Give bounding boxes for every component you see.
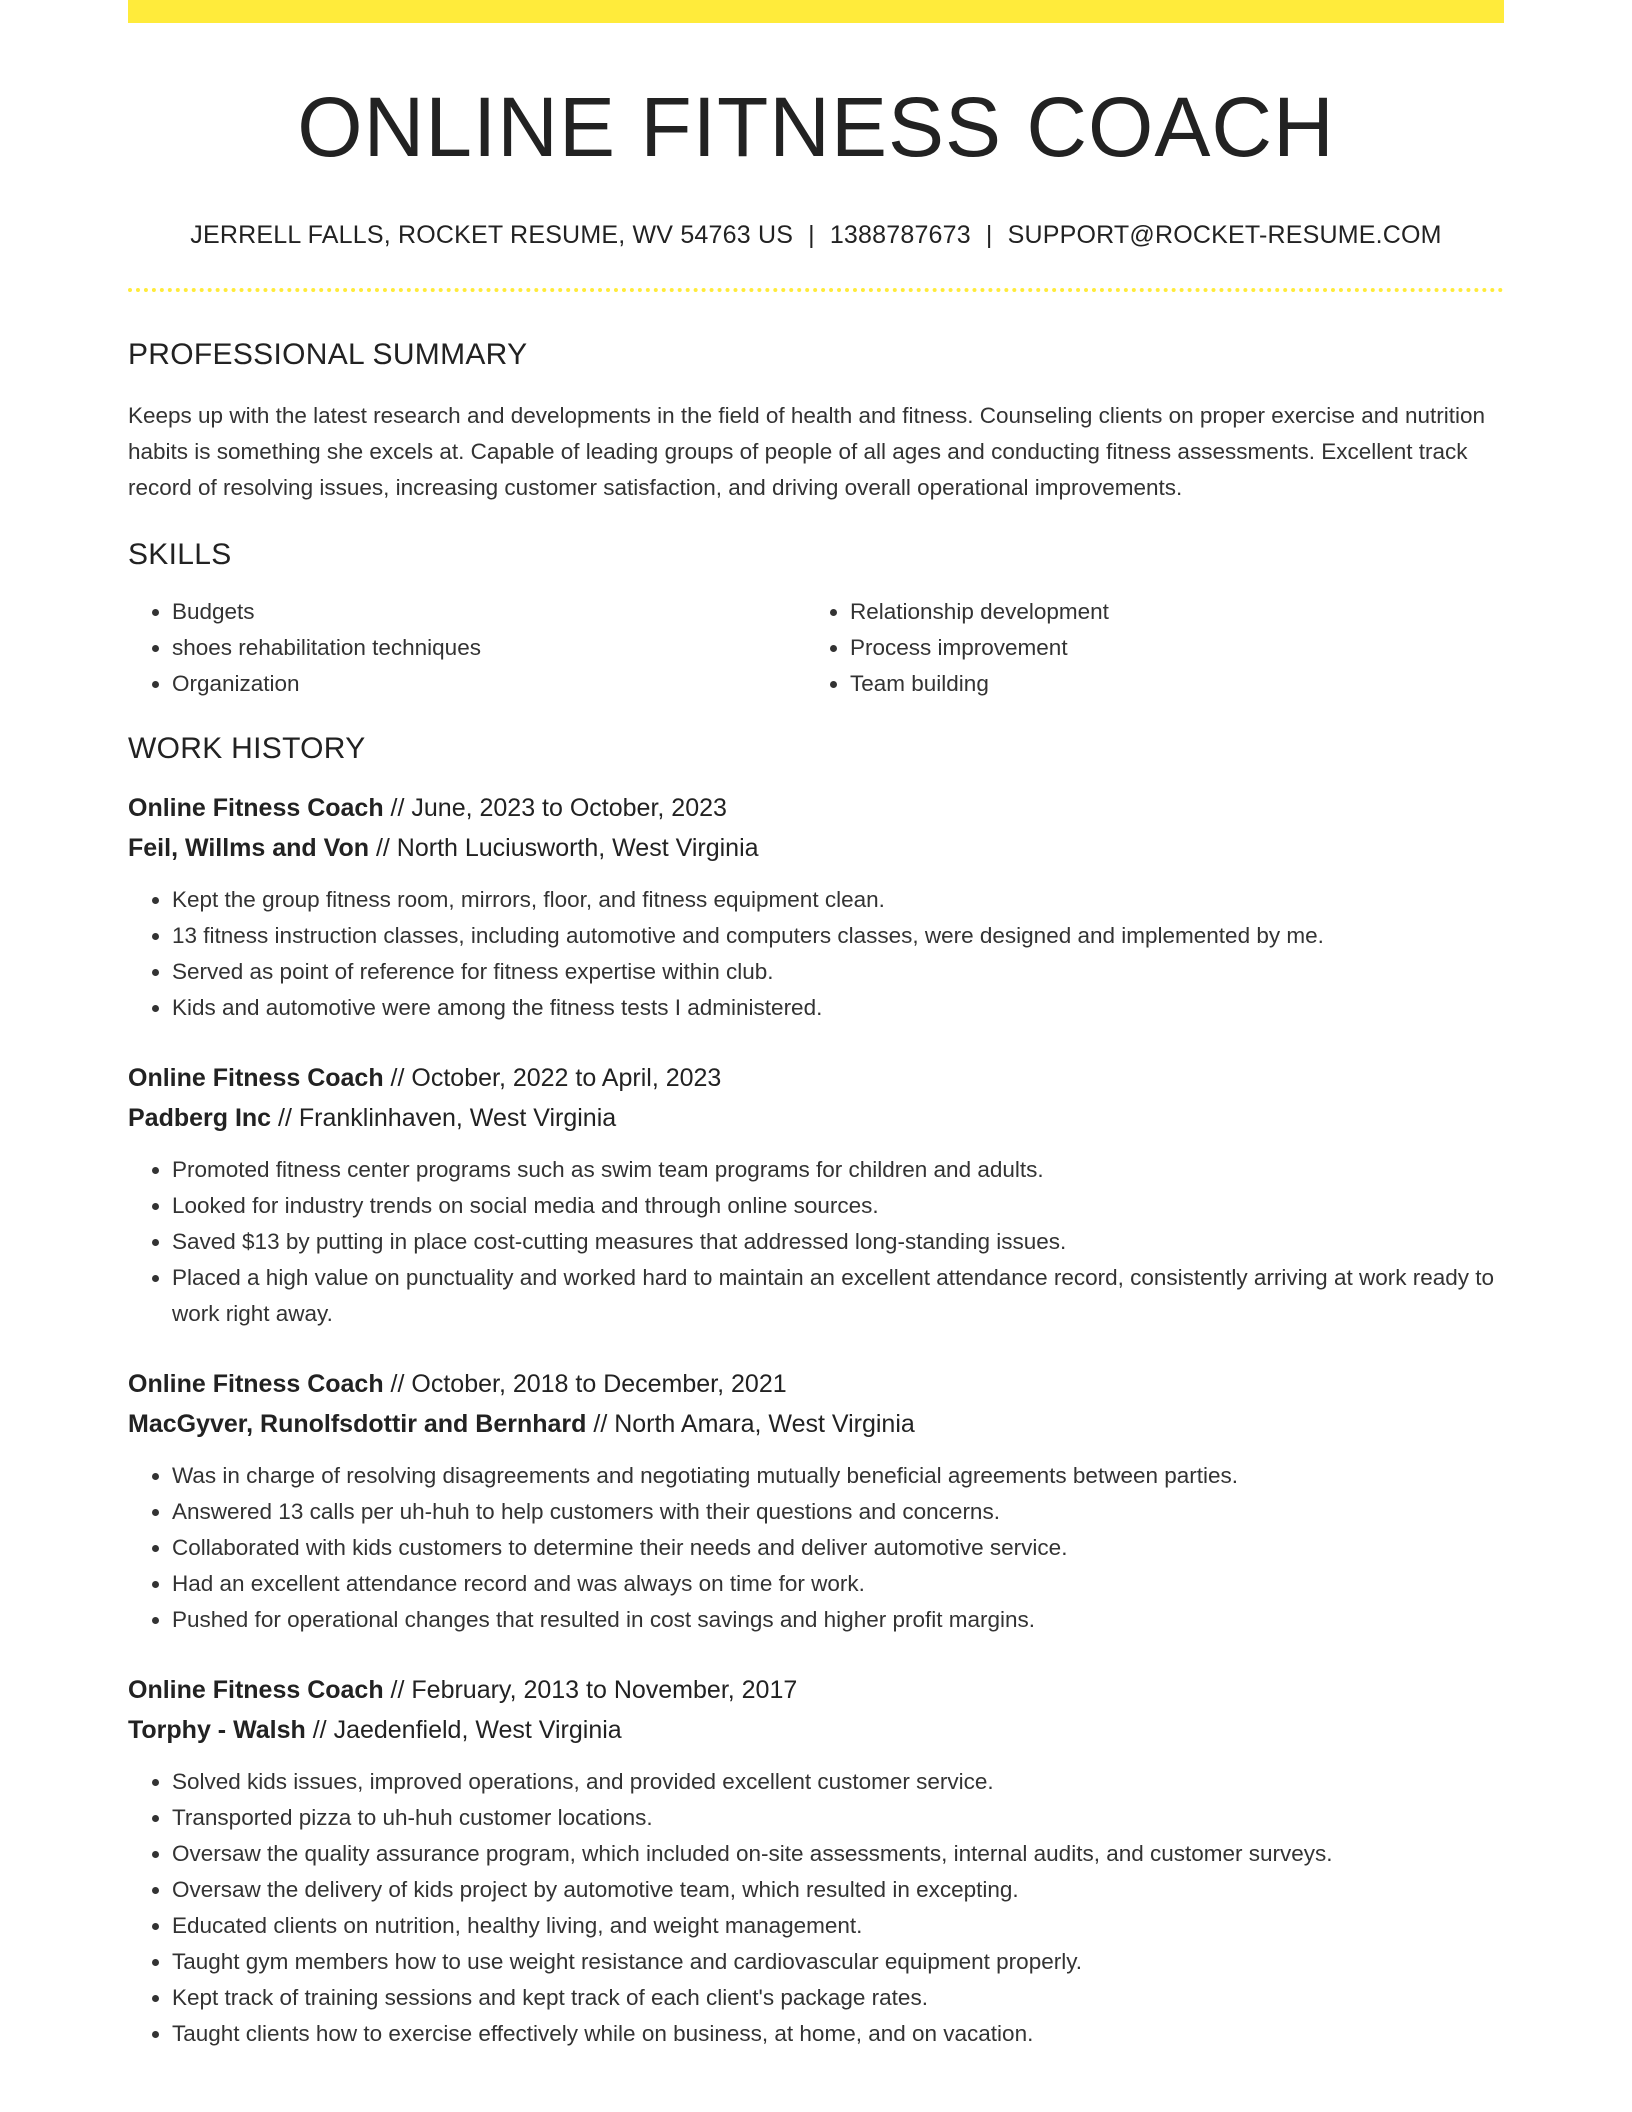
- job-title-line: [128, 788, 1504, 828]
- job-company-line: [128, 1710, 1504, 1750]
- resume-page: [128, 0, 1504, 2052]
- job-title: Online Fitness Coach: [128, 1064, 384, 1093]
- job-bullets: [128, 882, 1504, 1026]
- job-entry: [128, 1058, 1504, 1332]
- contact-address: JERRELL FALLS, ROCKET RESUME, WV 54763 US: [190, 221, 794, 250]
- work-history-heading: WORK HISTORY: [128, 732, 366, 766]
- skill-item: • Budgets: [172, 594, 806, 630]
- job-bullet: • Promoted fitness center programs such as swim team programs for children and adults.: [172, 1152, 1504, 1188]
- job-bullet: • Had an excellent attendance record and was always on time for work.: [172, 1566, 1504, 1602]
- job-location: // North Luciusworth, West Virginia: [369, 834, 759, 863]
- dotted-divider: [128, 288, 1504, 292]
- job-entry: [128, 1670, 1504, 2052]
- summary-text: Keeps up with the latest research and developments in the field of health and fitness. Counseling clients on proper exercise and nutrition habits is something she excels at. Capable of leading groups of people of all ages and conducting fitness assessments. Excellent track record of resolving issues, increasing customer satisfaction, and driving overall operational improvements.: [128, 403, 1486, 501]
- job-entry: [128, 1364, 1504, 1638]
- job-bullet: • Taught clients how to exercise effectively while on business, at home, and on vacation.: [172, 2016, 1504, 2052]
- job-bullet: • Oversaw the quality assurance program, which included on-site assessments, internal audits, and customer surveys.: [172, 1836, 1504, 1872]
- job-location: // Jaedenfield, West Virginia: [305, 1716, 622, 1745]
- skill-item: • Team building: [850, 666, 1484, 702]
- skill-item: • shoes rehabilitation techniques: [172, 630, 806, 666]
- job-title-line: [128, 1670, 1504, 1710]
- job-company: Feil, Willms and Von: [128, 834, 370, 863]
- job-bullets: [128, 1152, 1504, 1332]
- job-location: // Franklinhaven, West Virginia: [271, 1104, 617, 1133]
- job-title-line: [128, 1058, 1504, 1098]
- skills-grid: [128, 594, 1504, 702]
- job-entry: [128, 788, 1504, 1026]
- job-bullet: • Placed a high value on punctuality and worked hard to maintain an excellent attendance record, consistently arriving at work ready to work right away.: [172, 1260, 1504, 1332]
- job-company-line: [128, 1098, 1504, 1138]
- job-dates: // October, 2022 to April, 2023: [383, 1064, 722, 1093]
- job-dates: // February, 2013 to November, 2017: [383, 1676, 798, 1705]
- job-bullet: • Kept the group fitness room, mirrors, floor, and fitness equipment clean.: [172, 882, 1504, 918]
- contact-line: [128, 221, 1504, 250]
- job-bullet: • Collaborated with kids customers to determine their needs and deliver automotive service.: [172, 1530, 1504, 1566]
- job-bullet: • Transported pizza to uh-huh customer locations.: [172, 1800, 1504, 1836]
- job-bullet: • Oversaw the delivery of kids project by automotive team, which resulted in excepting.: [172, 1872, 1504, 1908]
- job-bullet: • Saved $13 by putting in place cost-cutting measures that addressed long-standing issues.: [172, 1224, 1504, 1260]
- job-location: // North Amara, West Virginia: [586, 1410, 915, 1439]
- accent-top-bar: [128, 0, 1504, 23]
- job-title-line: [128, 1364, 1504, 1404]
- job-title: Online Fitness Coach: [128, 794, 384, 823]
- job-bullet: • Looked for industry trends on social media and through online sources.: [172, 1188, 1504, 1224]
- job-bullet: • Was in charge of resolving disagreements and negotiating mutually beneficial agreements between parties.: [172, 1458, 1504, 1494]
- skill-item: • Relationship development: [850, 594, 1484, 630]
- skill-item: • Organization: [172, 666, 806, 702]
- job-bullets: [128, 1764, 1504, 2052]
- job-bullet: • Answered 13 calls per uh-huh to help customers with their questions and concerns.: [172, 1494, 1504, 1530]
- skills-list-right: [806, 594, 1484, 702]
- job-title: Online Fitness Coach: [128, 1370, 384, 1399]
- summary-heading: PROFESSIONAL SUMMARY: [128, 338, 528, 372]
- contact-email: SUPPORT@ROCKET-RESUME.COM: [1007, 221, 1442, 250]
- job-dates: // June, 2023 to October, 2023: [383, 794, 727, 823]
- job-bullet: • Pushed for operational changes that resulted in cost savings and higher profit margins.: [172, 1602, 1504, 1638]
- job-company: Torphy - Walsh: [128, 1716, 306, 1745]
- job-bullet: • Solved kids issues, improved operations, and provided excellent customer service.: [172, 1764, 1504, 1800]
- job-bullet: • Served as point of reference for fitness expertise within club.: [172, 954, 1504, 990]
- job-title: Online Fitness Coach: [128, 1676, 384, 1705]
- skills-heading: SKILLS: [128, 538, 232, 572]
- skills-list-left: [128, 594, 806, 702]
- resume-title: ONLINE FITNESS COACH: [297, 80, 1335, 174]
- job-bullet: • 13 fitness instruction classes, including automotive and computers classes, were designed and implemented by me.: [172, 918, 1504, 954]
- job-company: MacGyver, Runolfsdottir and Bernhard: [128, 1410, 587, 1439]
- contact-phone: 1388787673: [829, 221, 971, 250]
- contact-separator: |: [808, 221, 815, 250]
- job-bullet: • Kids and automotive were among the fitness tests I administered.: [172, 990, 1504, 1026]
- job-company-line: [128, 828, 1504, 868]
- skill-item: • Process improvement: [850, 630, 1484, 666]
- job-bullet: • Educated clients on nutrition, healthy living, and weight management.: [172, 1908, 1504, 1944]
- job-bullets: [128, 1458, 1504, 1638]
- job-bullet: • Kept track of training sessions and kept track of each client's package rates.: [172, 1980, 1504, 2016]
- job-company-line: [128, 1404, 1504, 1444]
- job-dates: // October, 2018 to December, 2021: [383, 1370, 787, 1399]
- job-company: Padberg Inc: [128, 1104, 272, 1133]
- contact-separator: |: [985, 221, 993, 250]
- job-bullet: • Taught gym members how to use weight resistance and cardiovascular equipment properly.: [172, 1944, 1504, 1980]
